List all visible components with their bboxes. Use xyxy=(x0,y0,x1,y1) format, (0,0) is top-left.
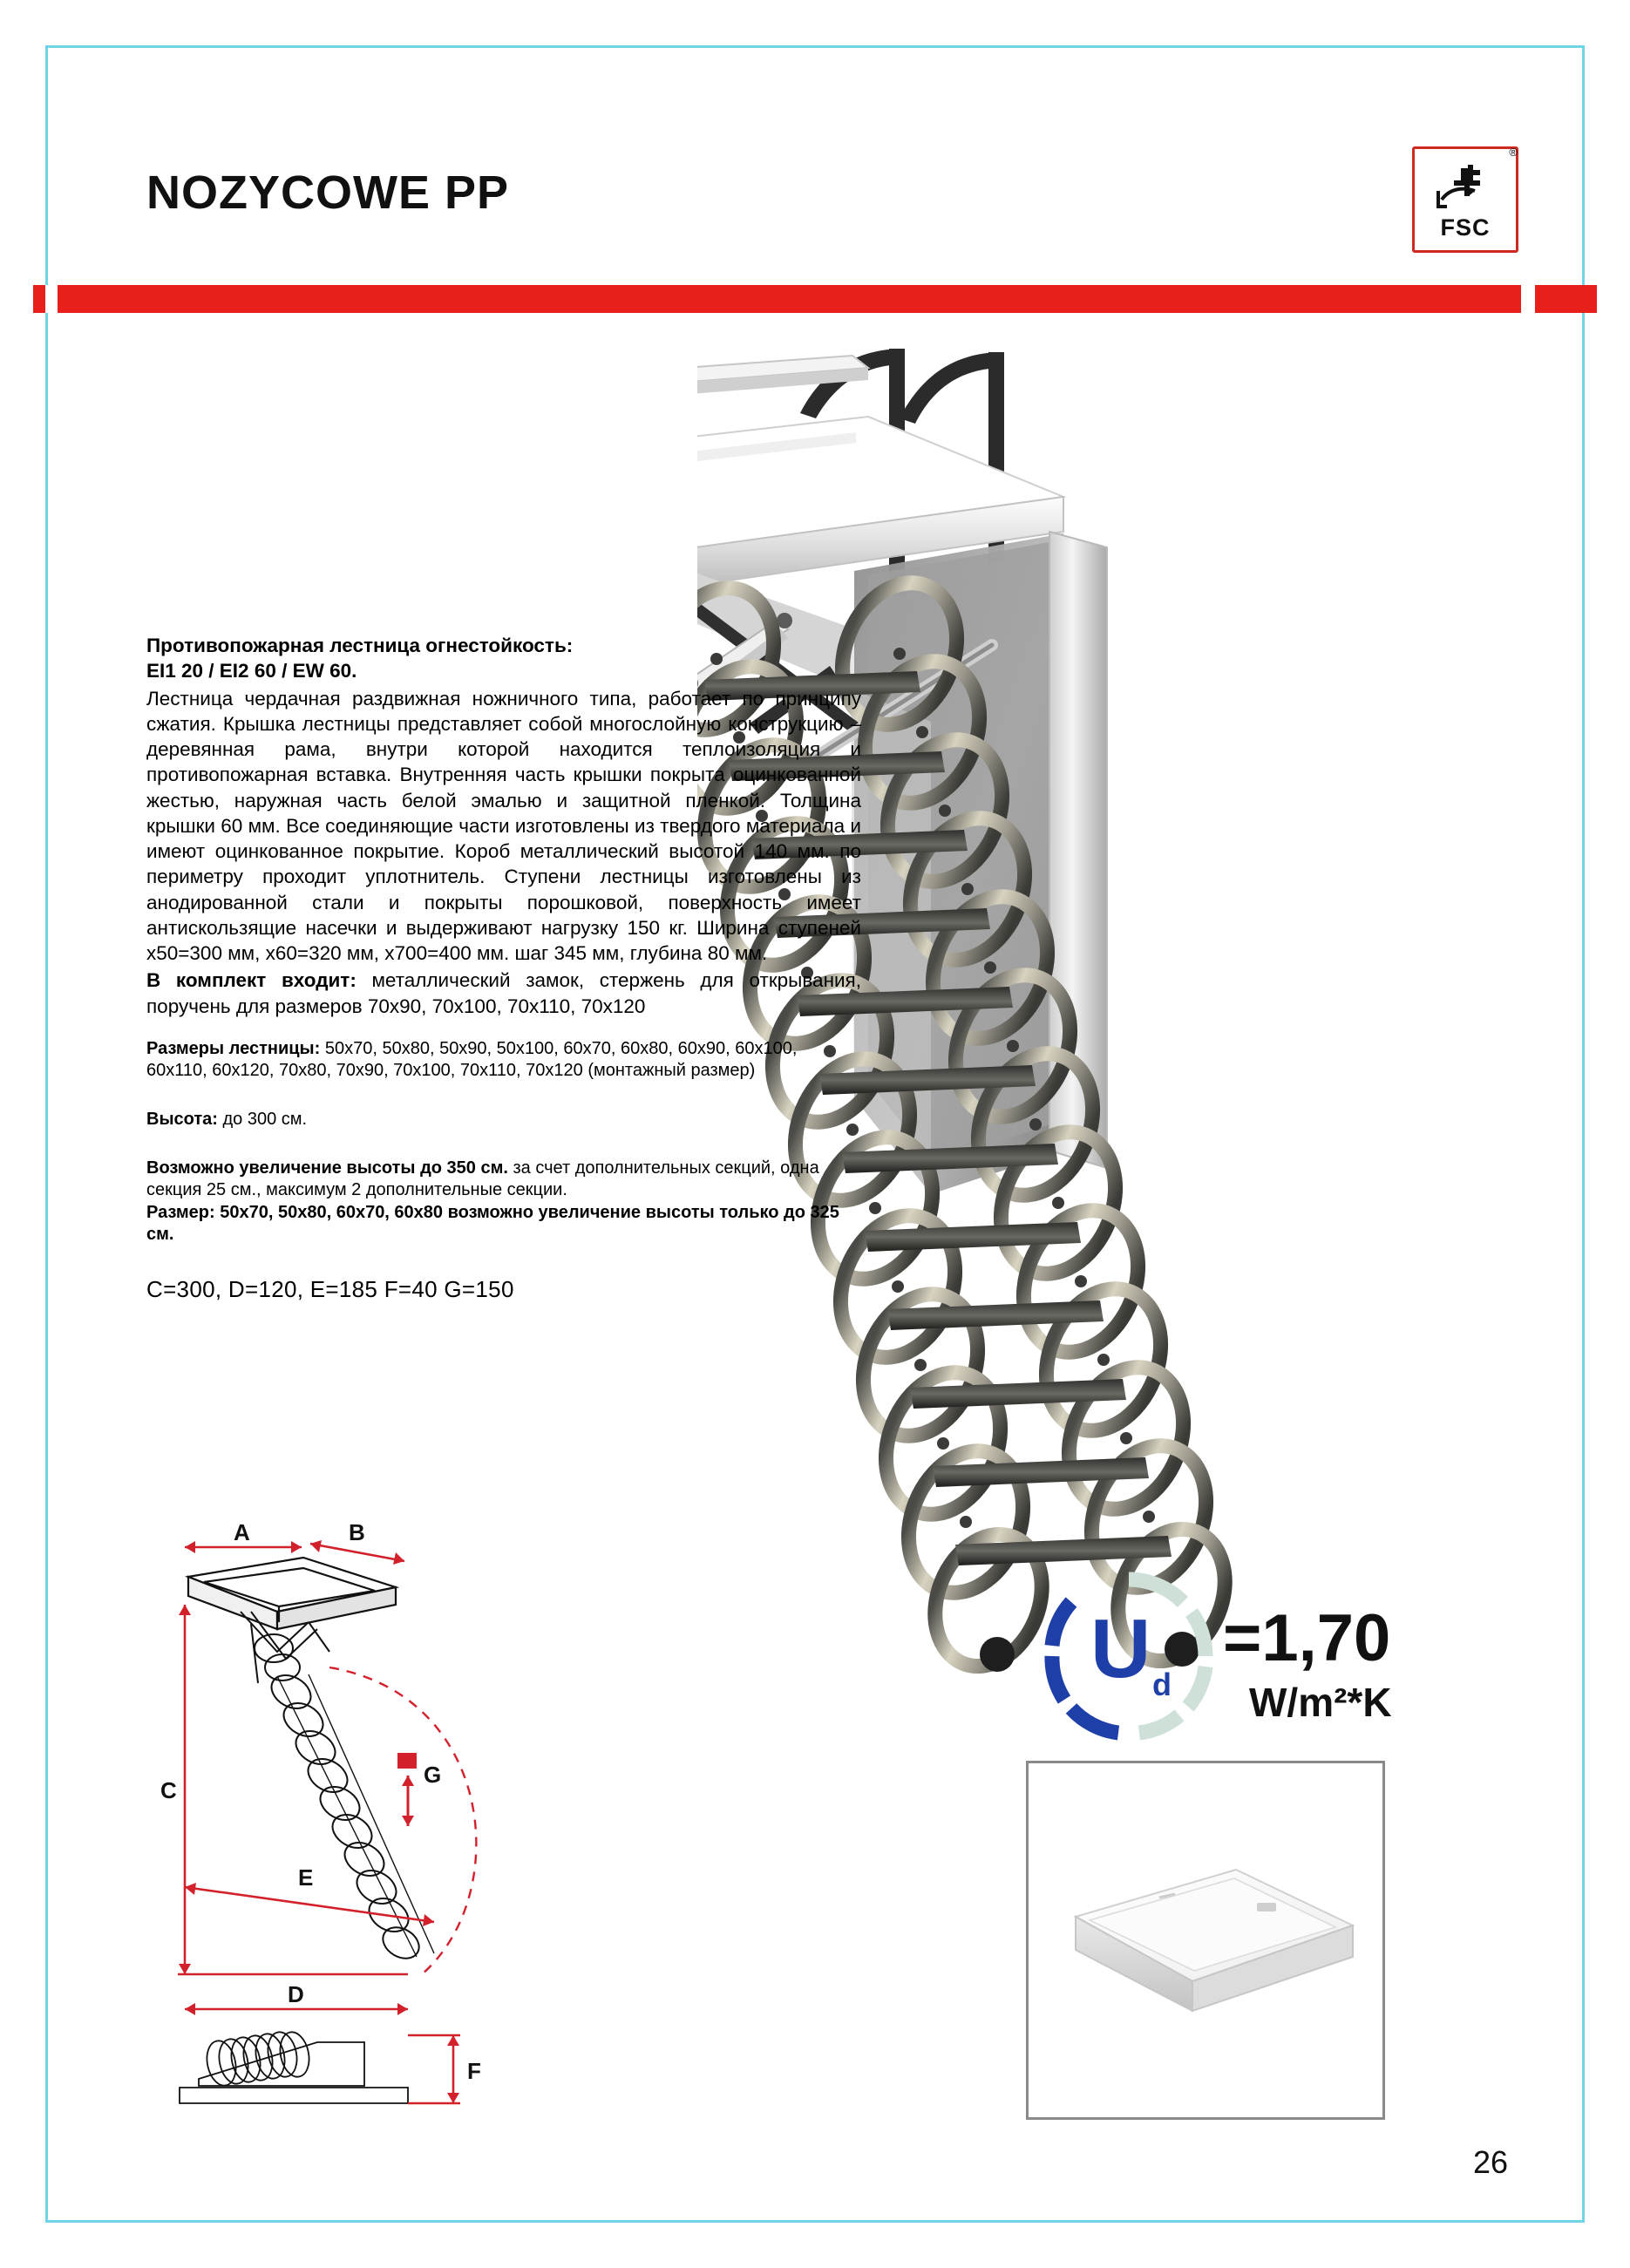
drawing-label-e: E xyxy=(298,1864,314,1891)
technical-drawing xyxy=(146,1521,582,2122)
kit-paragraph xyxy=(146,968,861,1019)
u-subscript: d xyxy=(1152,1667,1172,1702)
size-note xyxy=(146,1202,861,1246)
u-symbol: U xyxy=(1090,1602,1151,1695)
fsc-logo xyxy=(1412,146,1518,253)
height-paragraph xyxy=(146,1109,861,1131)
kit-label: В комплект входит: xyxy=(146,969,357,992)
main-description: Лестница чердачная раздвижная ножничного типа, работает по принципу сжатия. Крышка лестницы представляет собой многослойную конструкцию – деревянная рама, внутри которой находится теплоизоляция и противопожарная вставка. Внутренняя часть крышки покрыта оцинкованной жестью, наружная часть белой эмалью и защитной пленкой. Толщина крышки 60 мм. Все соединяющие части изготовлены из твердого материала и имеют оцинкованное покрытие. Короб металлический высотой 140 мм. по периметру проходит уплотнитель. Ступени лестницы изготовлены из анодированной стали и покрыты порошковой, поверхность имеет антискользящие насечки и выдерживают нагрузку 150 кг. Ширина ступеней х50=300 мм, х60=320 мм, х700=400 мм. шаг 345 мм, глубина 80 мм. xyxy=(146,687,861,964)
height-text: до 300 см. xyxy=(217,1109,308,1129)
dimensions-line: C=300, D=120, E=185 F=40 G=150 xyxy=(146,1275,514,1302)
size-note-label: Размер: 50x70, 50x80, 60x70, 60x80 возможно увеличение высоты только до 325 см. xyxy=(146,1202,839,1245)
fire-rating-heading-line1: Противопожарная лестница огнестойкость: xyxy=(146,635,574,656)
drawing-label-g: G xyxy=(424,1762,442,1788)
description-column xyxy=(146,633,861,1303)
sizes-paragraph xyxy=(146,1038,861,1083)
drawing-label-b: B xyxy=(349,1521,365,1545)
fsc-tree-icon xyxy=(1435,161,1496,214)
page-number: 26 xyxy=(1472,2144,1508,2180)
u-value-number: =1,70 xyxy=(1223,1601,1391,1675)
sizes-text: 50x70, 50x80, 50x90, 50x100, 60x70, 60x80, 60x90, 60x100, 60x110, 60x120, 70x80, 70x90, 70x100, 70x110, 70x120 (монтажный размер) xyxy=(146,1038,798,1081)
registered-mark: ® xyxy=(1509,146,1518,159)
extension-label: Возможно увеличение высоты до 350 см. xyxy=(146,1158,508,1178)
fire-rating-heading-line2: EI1 20 / EI2 60 / EW 60. xyxy=(146,660,357,682)
extension-text: за счет дополнительных секций, одна секция 25 см., максимум 2 дополнительные секции. xyxy=(146,1158,819,1200)
page-title: NOZYCOWE PP xyxy=(146,166,510,219)
extension-paragraph xyxy=(146,1158,861,1202)
u-value-badge xyxy=(1042,1569,1416,1743)
kit-text: металлический замок, стержень для открывания, поручень для размеров 70x90, 70x100, 70x110, 70x120 xyxy=(146,969,861,1017)
drawing-label-c: C xyxy=(160,1777,177,1803)
height-label: Высота: xyxy=(146,1109,218,1129)
u-value-units: W/m²*K xyxy=(1249,1680,1392,1725)
closed-hatch-photo xyxy=(1026,1761,1385,2120)
closed-hatch-illustration xyxy=(1029,1763,1382,2117)
drawing-label-f: F xyxy=(467,2058,481,2084)
red-bar-left-gap xyxy=(45,285,58,313)
fsc-label: FSC xyxy=(1440,214,1491,241)
sizes-label: Размеры лестницы: xyxy=(146,1038,321,1058)
red-bar-right-gap xyxy=(1521,285,1535,313)
header-red-bar xyxy=(33,285,1597,313)
drawing-label-a: A xyxy=(234,1521,250,1545)
drawing-label-d: D xyxy=(288,1981,304,2007)
